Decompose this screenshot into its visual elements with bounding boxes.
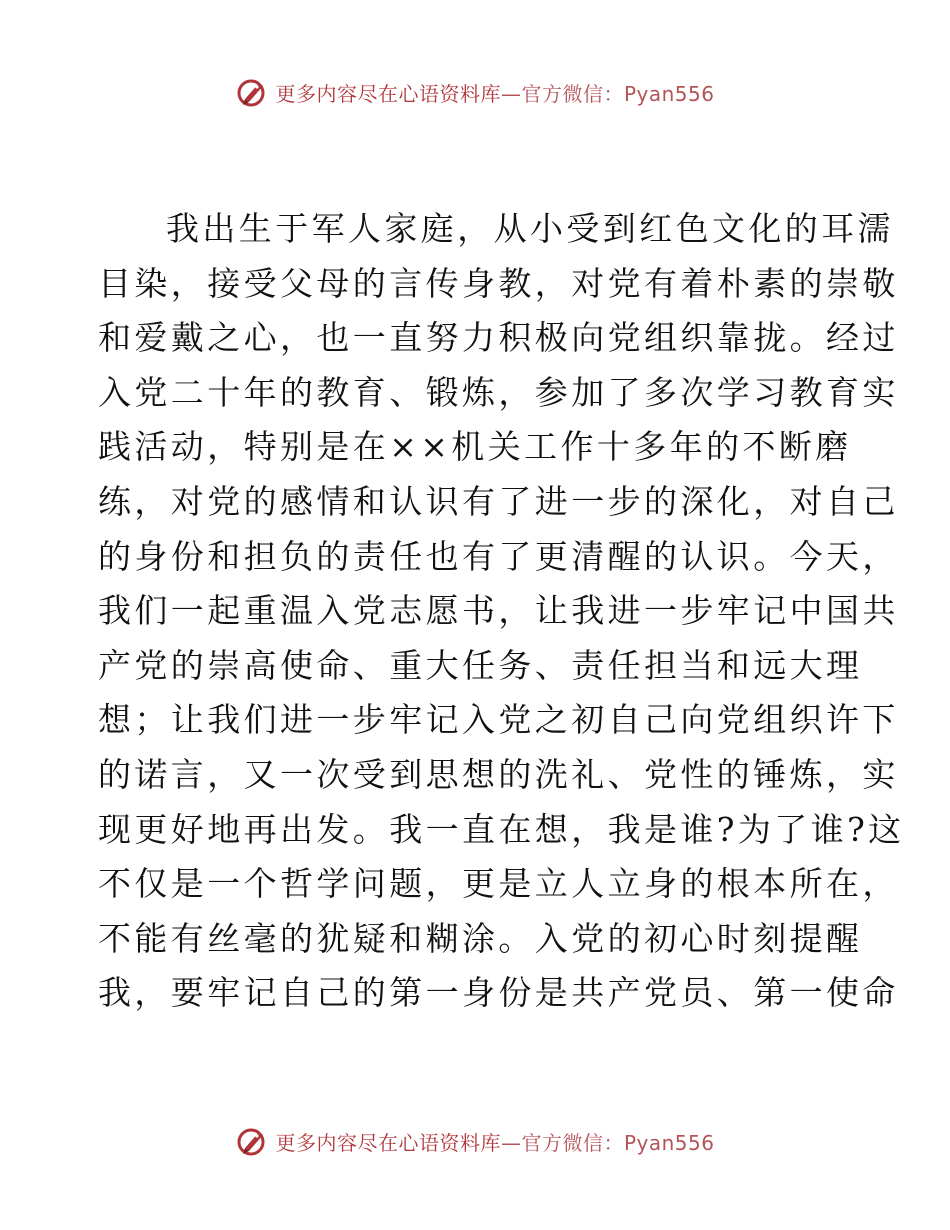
text-line: 练，对党的感情和认识有了进一步的深化，对自己 (98, 481, 899, 521)
text-line: 我们一起重温入党志愿书，让我进一步牢记中国共 (98, 591, 899, 631)
pen-nib-circle-icon (235, 75, 269, 109)
document-body (98, 202, 905, 1021)
text-line: 和爱戴之心，也一直努力积极向党组织靠拢。经过 (98, 318, 899, 358)
text-line: 的诺言，又一次受到思想的洗礼、党性的锤炼，实 (98, 754, 899, 794)
text-line: 我，要牢记自己的第一身份是共产党员、第一使命 (98, 973, 899, 1013)
text-line: 现更好地再出发。我一直在想，我是谁?为了谁?这 (98, 809, 905, 849)
text-line: 不能有丝毫的犹疑和糊涂。入党的初心时刻提醒 (98, 918, 863, 958)
banner-site-text: 更多内容尽在心语资料库 (275, 1130, 501, 1155)
footer-banner (0, 1121, 950, 1161)
header-banner (0, 72, 950, 112)
pen-nib-circle-icon (235, 1124, 269, 1158)
text-line: 产党的崇高使命、重大任务、责任担当和远大理 (98, 645, 863, 685)
banner-site-text: 更多内容尽在心语资料库 (275, 81, 501, 106)
text-line: 的身份和担负的责任也有了更清醒的认识。今天， (98, 536, 899, 576)
banner-wechat-text: —官方微信：Pyan556 (500, 1130, 715, 1155)
text-line: 目染，接受父母的言传身教，对党有着朴素的崇敬 (98, 263, 899, 303)
text-line: 想；让我们进一步牢记入党之初自己向党组织许下 (98, 700, 899, 740)
banner-wechat-text: —官方微信：Pyan556 (500, 81, 715, 106)
text-line: 践活动，特别是在××机关工作十多年的不断磨 (98, 427, 852, 467)
text-line: 不仅是一个哲学问题，更是立人立身的根本所在， (98, 864, 899, 904)
text-line: 我出生于军人家庭，从小受到红色文化的耳濡 (166, 209, 894, 248)
text-line: 入党二十年的教育、锻炼，参加了多次学习教育实 (98, 372, 899, 412)
